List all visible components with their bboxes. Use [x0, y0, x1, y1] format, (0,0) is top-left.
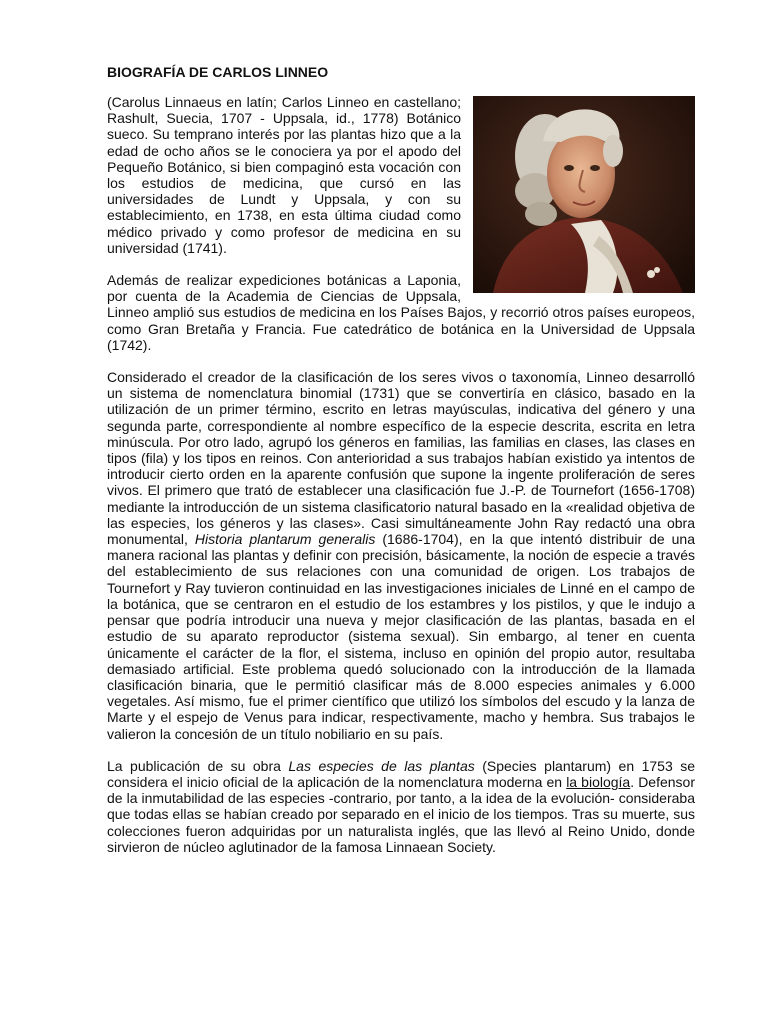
paragraph-species-plantarum — [107, 758, 695, 855]
paragraph-taxonomy-text-2: (1686-1704), en la que intentó distribuir de una manera racional las plantas y definir con precisión, básicamente, la noción de especie a través del establecimiento de sus relaciones con una comunidad de origen. Los trabajos de Tournefort y Ray tuvieron continuidad en las investigaciones iniciales de Linné en el campo de la botánica, que se centraron en el estudio de los estambres y los pistilos, y que le indujo a pensar que podría introducir una nueva y mejor clasificación de las plantas, basada en el estudio de su aparato reproductor (sistema sexual). Sin embargo, al tener en cuenta únicamente el carácter de la flor, el sistema, incluso en opinión del propio autor, resultaba demasiado artificial. Este problema quedó solucionado con la introducción de la llamada clasificación binaria, que le permitió clasificar más de 8.000 especies animales y 6.000 vegetales. Así mismo, fue el primer científico que utilizó los símbolos del escudo y la lanza de Marte y el espejo de Venus para indicar, respectivamente, macho y hembra. Sus trabajos le valieron la concesión de un título nobiliario en su país. — [107, 531, 695, 742]
book-title-historia: Historia plantarum generalis — [194, 531, 376, 548]
portrait-image — [473, 96, 695, 293]
paragraph-intro: (Carolus Linnaeus en latín; Carlos Linneo en castellano; Rashult, Suecia, 1707 - Uppsala, id., 1778) Botánico sueco. Su temprano interés por las plantas hizo que a la edad de ocho años se le conociera ya por el apodo del Pequeño Botánico, si bien compaginó esta vocación con los estudios de medicina, que cursó en las universidades de Lundt y Uppsala, y con su establecimiento, en 1738, en esta última ciudad como médico privado y como profesor de medicina en su universidad (1741). — [107, 94, 461, 256]
document-title: BIOGRAFÍA DE CARLOS LINNEO — [107, 64, 329, 80]
book-title-especies: Las especies de las plantas — [288, 757, 475, 774]
paragraph-taxonomy-text-1: Considerado el creador de la clasificación de los seres vivos o taxonomía, Linneo desarrolló un sistema de nomenclatura binomial (1731) que se convertiría en clásico, basado en la utilización de un primer término, escrito en letras mayúsculas, indicativa del género y una segunda parte, correspondiente al nombre específico de la especie descrita, escrita en letra minúscula. Por otro lado, agrupó los géneros en familias, las familias en clases, las clases en tipos (fila) y los tipos en reinos. Con anterioridad a sus trabajos habían existido ya intentos de introducir cierto orden en la aparente confusión que supone la ingente proliferación de seres vivos. El primero que trató de establecer una clasificación fue J.-P. de Tournefort (1656-1708) mediante la introducción de un sistema clasificatorio natural basado en la «realidad objetiva de las especies, los géneros y las clases». Casi simultáneamente John Ray redactó una obra monumental, — [107, 369, 695, 548]
paragraph-species-text-2: (Species plantarum) en 1753 se considera el inicio oficial de la aplicación de la nomenclatura moderna en — [107, 757, 696, 790]
link-la-biologia[interactable]: la biología — [566, 773, 631, 790]
paragraph-species-text-3: . Defensor de la inmutabilidad de las especies -contrario, por tanto, a la idea de la evolución- consideraba que todas ellas se habían creado por separado en el inicio de los tiempos. Tras su muerte, sus colecciones fueron adquiridas por un naturalista inglés, que las llevó al Reino Unido, donde sirvieron de núcleo aglutinador de la famosa Linnaean Society. — [107, 773, 696, 855]
paragraph-taxonomy — [107, 369, 695, 742]
paragraph-species-text-1: La publicación de su obra — [107, 757, 289, 774]
document-page — [107, 64, 695, 871]
paragraph-expeditions: Además de realizar expediciones botánicas a Laponia, por cuenta de la Academia de Ciencias de Uppsala, Linneo amplió sus estudios de medicina en los Países Bajos, y recorrió otros países europeos, como Gran Bretaña y Francia. Fue catedrático de botánica en la Universidad de Uppsala (1742). — [107, 272, 695, 353]
